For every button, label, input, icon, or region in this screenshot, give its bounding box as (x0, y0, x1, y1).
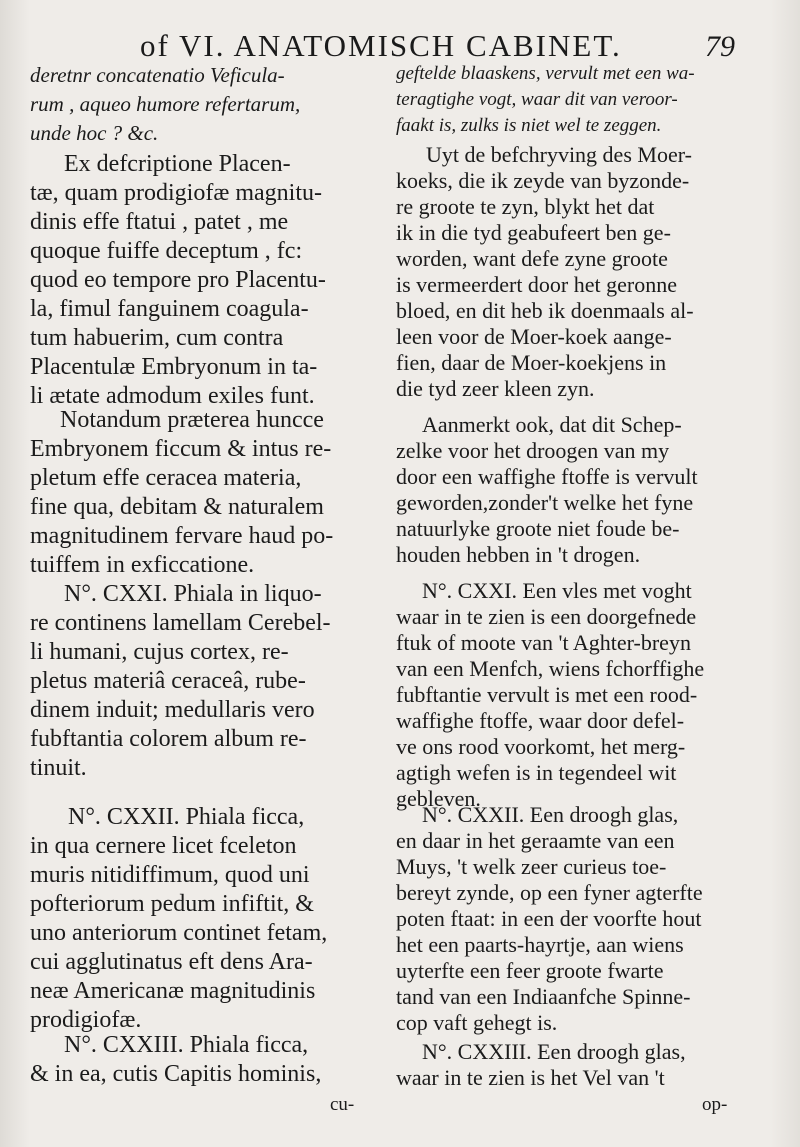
text-line: leen voor de Moer-koek aange- (396, 324, 672, 349)
text-line: dinis effe ftatui , patet , me (30, 209, 289, 235)
text-line: en daar in het geraamte van een (396, 828, 675, 853)
text-line: in qua cernere licet fceleton (30, 833, 297, 859)
text-line: fine qua, debitam & naturalem (30, 494, 324, 520)
text-line: teragtighe vogt, waar dit van veroor- (396, 89, 678, 110)
text-line: Uyt de befchryving des Moer- (426, 142, 692, 167)
text-line: fubftantia colorem album re- (30, 726, 307, 752)
text-line: muris nitidiffimum, quod uni (30, 862, 310, 888)
text-line: deretnr concatenatio Veficula- (30, 63, 285, 87)
text-line: ve ons rood voorkomt, het merg- (396, 734, 686, 759)
text-line: Aanmerkt ook, dat dit Schep- (422, 412, 682, 437)
text-line: la, fimul fanguinem coagula- (30, 296, 309, 322)
text-line: fien, daar de Moer-koekjens in (396, 350, 667, 375)
text-line: prodigiofæ. (30, 1007, 142, 1033)
text-line: tæ, quam prodigiofæ magnitu- (30, 180, 322, 206)
text-line: Embryonem ficcum & intus re- (30, 436, 332, 462)
text-line: waar in te zien is het Vel van 't (396, 1065, 665, 1090)
text-line: li humani, cujus cortex, re- (30, 639, 289, 665)
text-line: Placentulæ Embryonum in ta- (30, 354, 318, 380)
text-line: N°. CXXI. Phiala in liquo- (64, 581, 322, 607)
text-line: geworden,zonder't welke het fyne (396, 490, 694, 515)
text-line: ftuk of moote van 't Aghter-breyn (396, 630, 691, 655)
text-line: bereyt zynde, op een fyner agterfte (396, 880, 703, 905)
text-line: li ætate admodum exiles funt. (30, 383, 315, 409)
text-line: koeks, die ik zeyde van byzonde- (396, 168, 690, 193)
catchword: op- (702, 1094, 728, 1115)
text-line: tinuit. (30, 755, 87, 781)
text-line: unde hoc ? &c. (30, 121, 159, 145)
running-header: of VI. ANATOMISCH CABINET. (140, 28, 622, 63)
text-line: geftelde blaaskens, vervult met een wa- (396, 63, 695, 84)
text-line: natuurlyke groote niet foude be- (396, 516, 680, 541)
text-line: dinem induit; medullaris vero (30, 697, 315, 723)
text-line: tum habuerim, cum contra (30, 325, 284, 351)
text-line: worden, want defe zyne groote (396, 246, 668, 271)
text-line: ik in die tyd geabufeert ben ge- (396, 220, 671, 245)
text-line: uno anteriorum continet fetam, (30, 920, 328, 946)
text-line: zelke voor het droogen van my (396, 438, 670, 463)
text-line: fubftantie vervult is met een rood- (396, 682, 698, 707)
text-line: N°. CXXIII. Een droogh glas, (422, 1039, 686, 1064)
text-line: tand van een Indiaanfche Spinne- (396, 984, 691, 1009)
text-line: pletum effe ceracea materia, (30, 465, 302, 491)
text-line: houden hebben in 't drogen. (396, 542, 641, 567)
text-line: neæ Americanæ magnitudinis (30, 978, 316, 1004)
text-line: tuiffem in exficcatione. (30, 552, 255, 578)
text-line: re continens lamellam Cerebel- (30, 610, 331, 636)
text-line: & in ea, cutis Capitis hominis, (30, 1061, 322, 1087)
text-line: N°. CXXIII. Phiala ficca, (64, 1032, 309, 1058)
text-line: cop vaft gehegt is. (396, 1010, 558, 1035)
text-line: die tyd zeer kleen zyn. (396, 376, 595, 401)
text-line: N°. CXXII. Phiala ficca, (68, 804, 305, 830)
text-line: Ex defcriptione Placen- (64, 151, 291, 177)
text-line: poten ftaat: in een der voorfte hout (396, 906, 702, 931)
text-line: door een waffighe ftoffe is vervult (396, 464, 698, 489)
text-line: waar in te zien is een doorgefnede (396, 604, 697, 629)
text-line: cui agglutinatus eft dens Ara- (30, 949, 313, 975)
text-line: uyterfte een feer groote fwarte (396, 958, 664, 983)
text-line: re groote te zyn, blykt het dat (396, 194, 655, 219)
text-line: waffighe ftoffe, waar door defel- (396, 708, 685, 733)
text-line: magnitudinem fervare haud po- (30, 523, 334, 549)
text-line: faakt is, zulks is niet wel te zeggen. (396, 115, 662, 136)
text-line: pletus materiâ ceraceâ, rube- (30, 668, 306, 694)
text-line: pofteriorum pedum infiftit, & (30, 891, 314, 917)
text-line: Notandum præterea huncce (60, 407, 324, 433)
text-line: N°. CXXII. Een droogh glas, (422, 802, 679, 827)
text-line: quoque fuiffe deceptum , fc: (30, 238, 303, 264)
text-line: is vermeerdert door het geronne (396, 272, 677, 297)
text-line: N°. CXXI. Een vles met voght (422, 578, 692, 603)
text-line: rum , aqueo humore refertarum, (30, 92, 301, 116)
page-number: 79 (705, 30, 735, 63)
text-line: van een Menfch, wiens fchorffighe (396, 656, 705, 681)
text-line: gebleven. (396, 786, 481, 811)
text-line: het een paarts-hayrtje, aan wiens (396, 932, 684, 957)
text-line: agtigh wefen is in tegendeel wit (396, 760, 677, 785)
text-line: quod eo tempore pro Placentu- (30, 267, 326, 293)
catchword: cu- (330, 1094, 355, 1115)
text-line: bloed, en dit heb ik doenmaals al- (396, 298, 694, 323)
text-line: Muys, 't welk zeer curieus toe- (396, 854, 667, 879)
